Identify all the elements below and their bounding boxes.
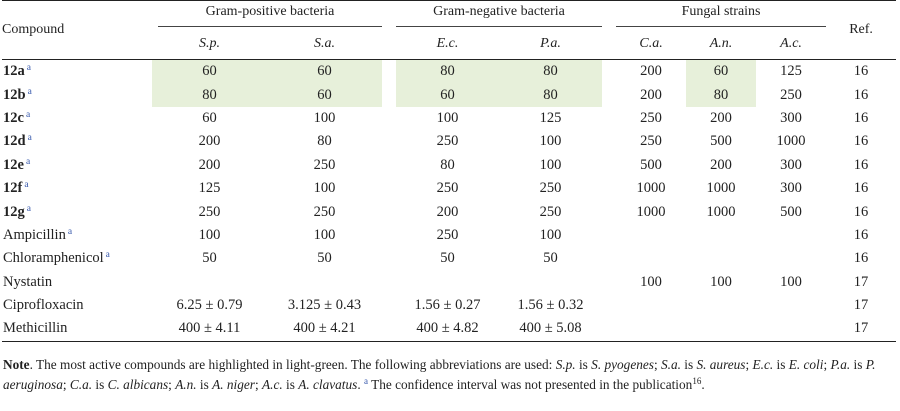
abbr-sep: ; [254,377,263,392]
value-cell: 80 [686,83,756,106]
abbr-sep: ; [823,357,831,372]
value-cell: 250 [436,133,459,150]
column-gap [382,200,396,223]
value-cell: 250 [539,203,562,220]
abbr-full: A. clavatus [298,377,358,392]
value-cell [396,271,499,294]
value-cell: 50 [440,250,455,267]
value-cell [756,317,826,341]
col-header-pa: P.a. [499,29,602,60]
value-cell: 80 [499,83,602,106]
column-gap [382,83,396,106]
compound-name-cell [2,83,152,106]
note-text-end: . [701,377,705,392]
value-cell: 1.56 ± 0.27 [414,297,481,314]
value-cell: 80 [440,156,455,173]
footnote-marker: a [27,86,32,97]
column-gap [382,107,396,130]
value-cell: 80 [499,60,602,84]
value-cell: 1000 [636,180,666,197]
table-row [2,294,896,317]
value-cell: 250 [780,86,802,103]
footnote-marker: a [27,133,32,144]
abbr-is: is [282,377,299,392]
col-header-ac: A.c. [756,29,826,60]
value-cell: 400 ± 4.82 [396,317,499,341]
value-cell [499,271,602,294]
value-cell: 200 [640,63,662,80]
value-cell: 250 [436,226,459,243]
table-note [3,356,897,393]
abbr-is: is [575,357,592,372]
col-header-ec: E.c. [396,29,499,60]
value-cell: 250 [313,156,336,173]
table-row [2,107,896,130]
value-cell: 60 [396,83,499,106]
table-row [2,60,896,84]
col-header-ca: C.a. [616,29,686,60]
value-cell: 250 [640,109,662,126]
value-cell: 200 [198,156,221,173]
column-gap [602,154,616,177]
value-cell: 60 [152,60,267,84]
column-gap [602,317,616,341]
value-cell: 50 [317,250,332,267]
compound-name-cell [2,130,152,153]
footnote-marker: a [26,63,31,74]
column-gap [382,130,396,153]
value-cell: 1.56 ± 0.32 [517,297,584,314]
value-cell: 100 [313,226,336,243]
column-gap [602,83,616,106]
ref-cell: 16 [853,156,869,173]
group-header-fungal [616,1,826,30]
value-cell: 1000 [636,203,666,220]
footnote-marker: a [25,109,31,120]
group-label-gram-positive: Gram-positive bacteria [158,4,382,27]
value-cell [616,317,686,341]
value-cell: 400 ± 4.21 [267,317,382,341]
abbr-full: C. albicans [107,377,169,392]
footnote-marker: a [67,226,73,237]
value-cell: 80 [152,83,267,106]
table-row [2,317,896,341]
compound-name: 12a [3,63,25,80]
value-cell: 1000 [776,133,806,150]
abbr-full: S. pyogenes [591,357,654,372]
abbr-is: is [773,357,789,372]
compound-name: 12c [3,109,24,126]
value-cell: 60 [267,60,382,84]
value-cell: 100 [539,133,562,150]
value-cell: 3.125 ± 0.43 [287,297,362,314]
value-cell: 100 [313,180,336,197]
note-footnote-marker: a [363,376,368,386]
compound-name-cell [2,247,152,270]
column-gap [602,60,616,84]
value-cell: 250 [313,203,336,220]
compound-name: 12e [3,156,24,173]
value-cell: 500 [640,156,662,173]
table-row [2,130,896,153]
value-cell: 250 [198,203,221,220]
note-text-2: The confidence interval was not presented in the publication [367,377,693,392]
value-cell: 50 [543,250,558,267]
abbr-short: E.c. [752,357,774,372]
value-cell: 250 [436,180,459,197]
compound-name-cell [2,60,152,84]
compound-name: 12b [3,86,26,103]
ref-cell: 17 [853,297,869,314]
compound-name: 12f [3,180,23,197]
abbr-is: is [680,357,697,372]
compound-name: Ciprofloxacin [3,297,84,314]
value-cell: 125 [780,63,802,80]
value-cell: 80 [317,133,332,150]
abbr-short: A.n. [175,377,197,392]
value-cell: 300 [780,180,802,197]
abbr-short: P.a. [830,357,851,372]
value-cell [686,294,756,317]
value-cell: 6.25 ± 0.79 [176,297,243,314]
compound-name-cell [2,294,152,317]
value-cell: 200 [710,109,732,126]
compound-name: 12g [3,203,25,220]
compound-name-cell [2,317,152,341]
compound-name: Nystatin [3,273,53,290]
value-cell: 300 [780,156,802,173]
value-cell [616,247,686,270]
value-cell: 50 [202,250,217,267]
table-row [2,154,896,177]
value-cell: 1000 [706,203,736,220]
table-row [2,224,896,247]
compound-name: Methicillin [3,320,68,337]
ref-cell: 16 [853,226,869,243]
ref-cell: 16 [853,109,869,126]
value-cell: 400 ± 5.08 [499,317,602,341]
antimicrobial-activity-table [2,0,896,342]
header-row-groups [2,1,896,30]
footnote-marker: a [105,250,110,261]
value-cell [756,294,826,317]
note-text-1: . The most active compounds are highlighted in light-green. The following abbreviations are used: [29,357,556,372]
abbr-full: A. niger [212,377,255,392]
abbr-short: S.a. [660,357,681,372]
abbr-is: is [850,357,866,372]
group-header-gram-positive [152,1,382,30]
compound-name: Chloramphenicol [3,250,104,267]
ref-cell: 16 [853,86,869,103]
column-gap [602,224,616,247]
footnote-marker: a [25,156,31,167]
abbr-sep: . [357,377,364,392]
value-cell: 300 [780,109,802,126]
note-label: Note [3,357,30,372]
column-gap [382,224,396,247]
value-cell: 200 [436,203,459,220]
column-gap [602,130,616,153]
compound-name-cell [2,154,152,177]
table-row [2,83,896,106]
value-cell: 200 [198,133,221,150]
column-gap [382,317,396,341]
compound-name-cell [2,200,152,223]
ref-cell: 16 [853,203,869,220]
value-cell [686,317,756,341]
compound-header: Compound [2,1,152,60]
value-cell: 500 [780,203,802,220]
column-gap [382,177,396,200]
value-cell: 125 [539,109,562,126]
value-cell: 100 [710,273,732,290]
ref-header: Ref. [826,1,896,60]
abbr-sep: ; [653,357,661,372]
value-cell [616,224,686,247]
abbr-short: C.a. [69,377,93,392]
value-cell: 200 [640,86,662,103]
value-cell [756,247,826,270]
group-label-fungal: Fungal strains [616,4,826,27]
footnote-marker: a [24,180,29,191]
value-cell: 1000 [706,180,736,197]
abbr-full: S. aureus [696,357,746,372]
col-header-sp: S.p. [152,29,267,60]
abbr-full: P. aeruginosa [3,357,876,392]
abbr-short: A.c. [262,377,283,392]
ref-cell: 17 [853,273,869,290]
ref-cell: 16 [853,63,869,80]
value-cell: 60 [686,60,756,84]
value-cell [267,271,382,294]
value-cell: 60 [202,109,217,126]
ref-cell: 17 [826,317,896,341]
column-gap [382,271,396,294]
column-gap [602,247,616,270]
compound-name: Ampicillin [3,226,66,243]
footnote-marker: a [26,203,31,214]
column-gap [382,247,396,270]
column-gap [382,60,396,84]
column-gap [602,177,616,200]
column-gap [602,294,616,317]
value-cell [616,294,686,317]
abbr-full: E. coli [788,357,824,372]
value-cell [686,224,756,247]
value-cell: 100 [539,156,562,173]
value-cell [152,271,267,294]
column-gap [382,154,396,177]
table-row [2,247,896,270]
value-cell [686,247,756,270]
ref-cell: 16 [853,180,869,197]
value-cell: 100 [539,226,562,243]
table-row [2,177,896,200]
compound-name: 12d [3,133,26,150]
value-cell: 80 [396,60,499,84]
ref-cell: 16 [853,133,869,150]
value-cell [756,224,826,247]
value-cell: 100 [313,109,336,126]
ref-cell: 16 [853,250,869,267]
value-cell: 200 [710,156,732,173]
column-gap [602,200,616,223]
value-cell: 250 [539,180,562,197]
compound-name-cell [2,177,152,200]
col-header-sa: S.a. [267,29,382,60]
abbr-short: S.p. [555,357,576,372]
group-label-gram-negative: Gram-negative bacteria [396,4,602,27]
column-gap [382,294,396,317]
value-cell: 500 [710,133,732,150]
value-cell: 100 [198,226,221,243]
value-cell: 250 [640,133,662,150]
value-cell: 100 [780,273,802,290]
abbr-is: is [92,377,108,392]
column-gap [602,107,616,130]
value-cell: 100 [436,109,459,126]
col-header-an: A.n. [686,29,756,60]
compound-name-cell [2,271,152,294]
value-cell: 125 [198,180,221,197]
abbr-sep: ; [745,357,753,372]
table-row [2,200,896,223]
table-row [2,271,896,294]
value-cell: 100 [640,273,662,290]
value-cell: 60 [267,83,382,106]
column-gap [602,271,616,294]
note-ref-sup: 16 [692,376,702,386]
abbr-sep: ; [62,377,70,392]
abbr-sep: ; [168,377,176,392]
table-body [2,60,896,342]
compound-name-cell [2,107,152,130]
group-header-gram-negative [396,1,602,30]
abbr-is: is [196,377,213,392]
compound-name-cell [2,224,152,247]
value-cell: 400 ± 4.11 [152,317,267,341]
